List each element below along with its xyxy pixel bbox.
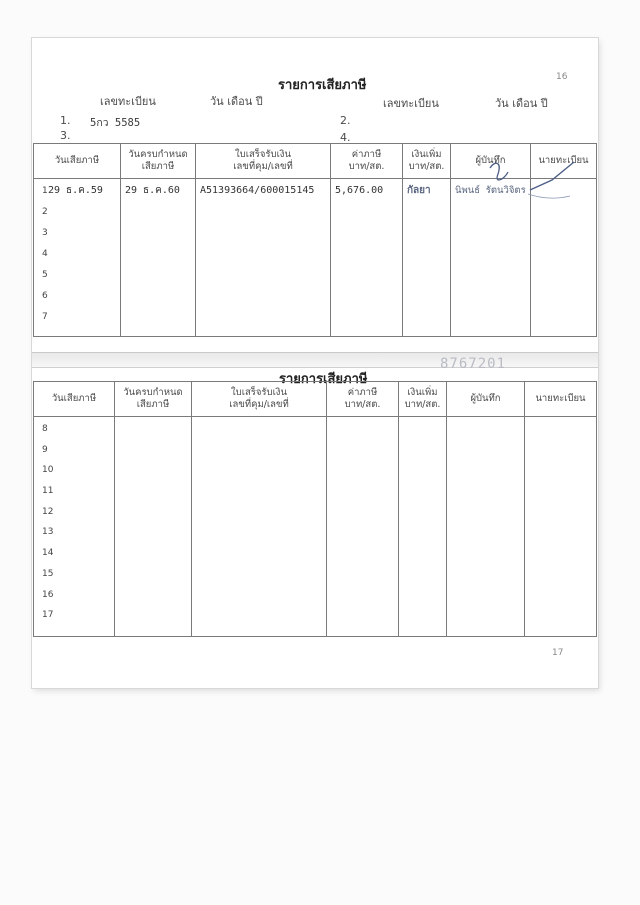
lower-recorder-cell [447,417,525,637]
upper-receipt-cell [196,179,331,337]
col-due-date: วันครบกำหนด เสียภาษี [121,144,196,179]
row-number: 8 [42,424,48,434]
item-4-number: 4. [340,131,351,144]
col-registrar: นายทะเบียน [525,382,597,417]
row-number: 13 [42,527,54,538]
lower-title: รายการเสียภาษี [279,372,368,387]
receipt-value: A51393664/600015145 [200,185,315,196]
row-number: 16 [42,589,54,600]
tax-value: 5,676.00 [335,185,384,196]
upper-surcharge-cell [403,179,451,337]
col-due-date: วันครบกำหนด เสียภาษี [115,382,192,417]
col-pay-date: วันเสียภาษี [34,144,121,179]
col-surcharge: เงินเพิ่ม บาท/สต. [399,382,447,417]
row-number: 14 [42,548,54,559]
date-label-right: วัน เดือน ปี [495,97,548,110]
upper-pay-date-cell [34,179,121,337]
col-registrar: นายทะเบียน [531,144,597,179]
item-1-number: 1. [60,114,71,127]
row-number: 15 [42,568,54,579]
row-number: 2 [42,207,48,217]
row-number: 3 [42,228,48,238]
due-date-value: 29 ธ.ค.60 [125,185,180,196]
row-number: 6 [42,291,48,301]
lower-due-date-cell [115,417,192,637]
recorder-value: นิพนธ์ รัตนวิจิตร [455,185,526,196]
lower-header-row [34,382,597,417]
row-number: 1 29 ธ.ค.59 [34,185,120,206]
surcharge-value: กัลยา [407,185,431,196]
lower-registrar-cell [525,417,597,637]
row-number: 9 [42,444,48,455]
col-tax: ค่าภาษี บาท/สต. [331,144,403,179]
row-number: 17 [42,610,54,621]
page-fold [32,352,598,368]
item-1-plate: 5กว 5585 [90,117,141,129]
item-3-number: 3. [60,129,71,142]
upper-tax-cell [331,179,403,337]
upper-due-date-cell [121,179,196,337]
col-pay-date: วันเสียภาษี [34,382,115,417]
bleed-through-number: 8767201 [440,356,507,372]
upper-page-number: 16 [556,72,568,82]
row-number: 10 [42,465,54,476]
pay-date-value: 29 ธ.ค.59 [48,185,103,196]
lower-body-row [34,417,597,637]
col-tax: ค่าภาษี บาท/สต. [327,382,399,417]
row-number: 5 [42,270,48,280]
lower-receipt-cell [192,417,327,637]
lower-page-number: 17 [552,648,564,658]
col-surcharge: เงินเพิ่ม บาท/สต. [403,144,451,179]
col-receipt: ใบเสร็จรับเงิน เลขที่คุม/เลขที่ [192,382,327,417]
row-number: 12 [42,506,54,517]
lower-surcharge-cell [399,417,447,637]
lower-tax-cell [327,417,399,637]
registrar-signature-icon [470,150,590,210]
col-receipt: ใบเสร็จรับเงิน เลขที่คุม/เลขที่ [196,144,331,179]
lower-pay-date-cell [34,417,115,637]
date-label-left: วัน เดือน ปี [210,95,263,108]
item-2-number: 2. [340,114,351,127]
reg-label-right: เลขทะเบียน [383,97,439,110]
row-number: 4 [42,249,48,259]
upper-title: รายการเสียภาษี [278,78,367,93]
col-recorder: ผู้บันทึก [447,382,525,417]
row-number: 7 [42,312,48,322]
row-number: 11 [42,486,54,497]
lower-tax-table [33,381,597,637]
reg-label-left: เลขทะเบียน [100,95,156,108]
col-recorder: ผู้บันทึก [451,144,531,179]
